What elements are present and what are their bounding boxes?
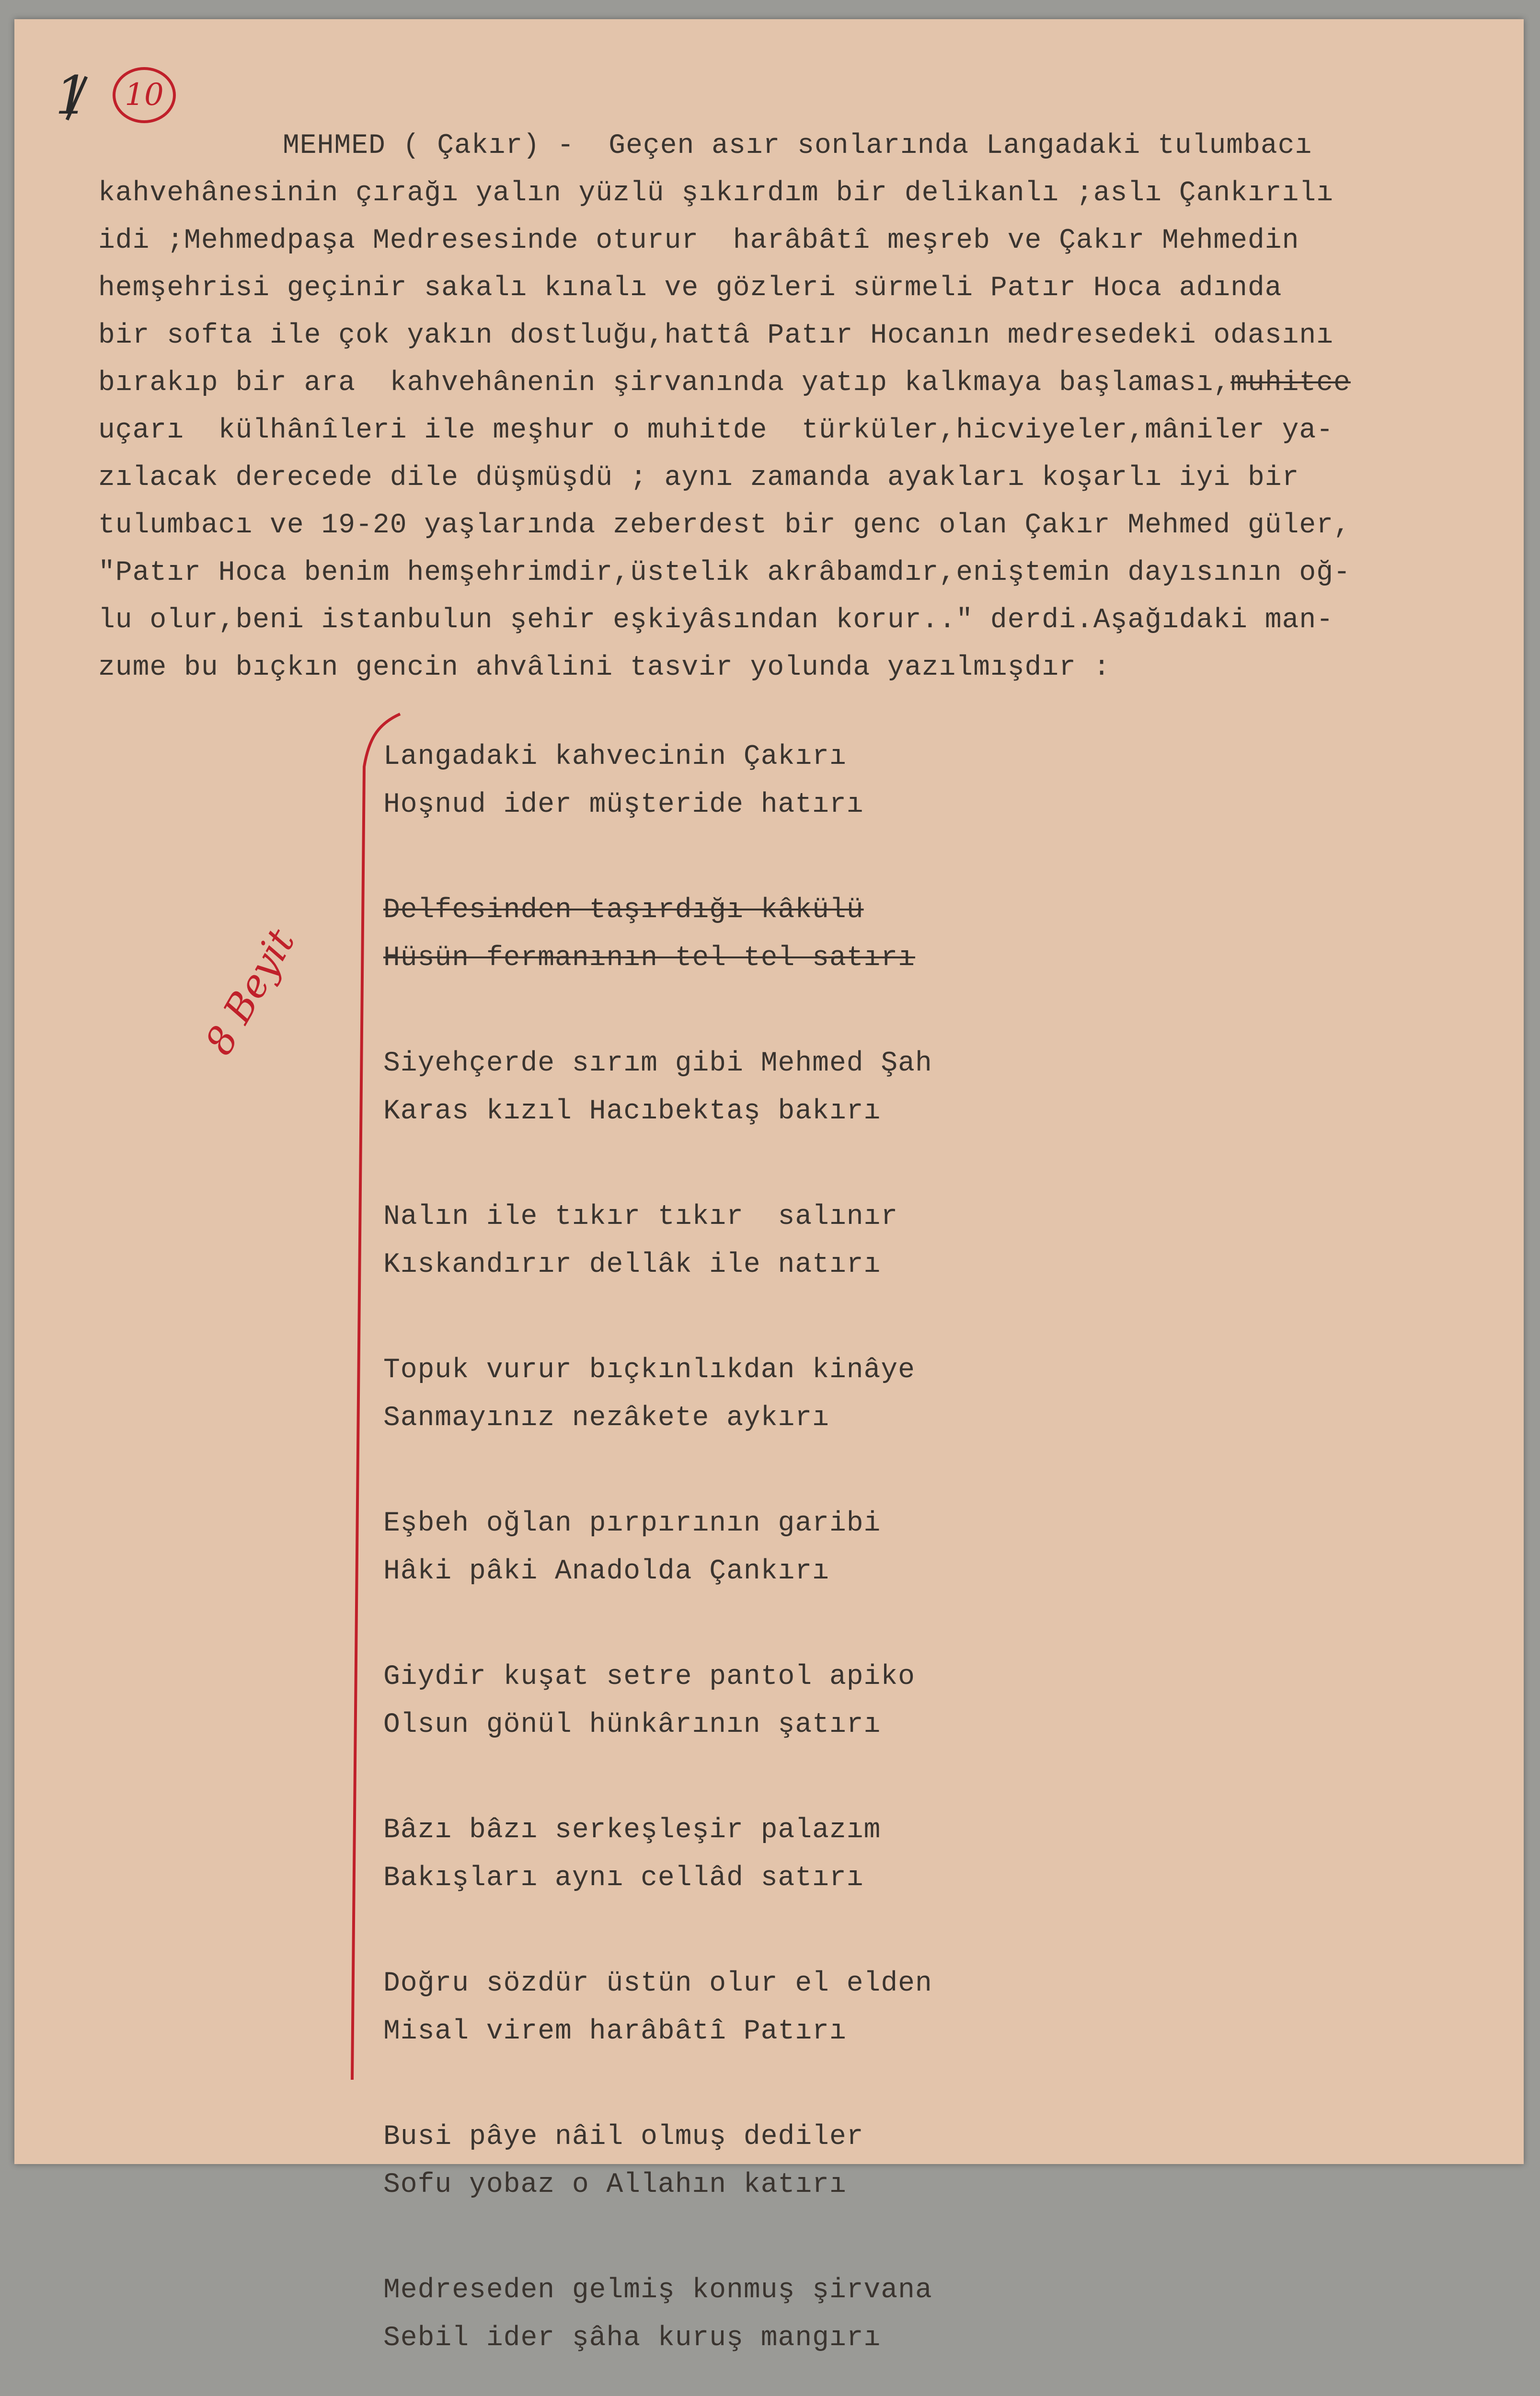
verse-line: Kıskandırır dellâk ile natırı <box>383 1249 881 1280</box>
verse-line: Topuk vurur bıçkınlıkdan kinâye <box>383 1355 915 1386</box>
struck-verse-line: Hüsün fermanının tel tel satırı <box>383 943 915 974</box>
intro-line: zılacak derecede dile düşmüşdü ; aynı zamanda ayakları koşarlı iyi bir <box>98 462 1299 494</box>
intro-line: "Patır Hoca benim hemşehrimdir,üstelik akrâbamdır,eniştemin dayısının oğ- <box>98 557 1351 588</box>
verse-line: Medreseden gelmiş konmuş şirvana <box>383 2275 932 2306</box>
intro-line: zume bu bıçkın gencin ahvâlini tasvir yolunda yazılmışdır : <box>98 652 1111 683</box>
verse-line: Giydir kuşat setre pantol apiko <box>383 1661 915 1693</box>
poem-stanza <box>383 2113 1198 2209</box>
intro-line-text: bırakıp bir ara kahvehânenin şirvanında yatıp kalkmaya başlaması, <box>98 368 1231 399</box>
intro-line: idi ;Mehmedpaşa Medresesinde oturur harâbâtî meşreb ve Çakır Mehmedin <box>98 225 1299 256</box>
verse-line: Hâki pâki Anadolda Çankırı <box>383 1556 829 1587</box>
verse-line: Busi pâye nâil olmuş dediler <box>383 2121 864 2153</box>
poem <box>383 733 1198 2396</box>
poem-stanza <box>383 1040 1198 1136</box>
intro-line: kahvehânesinin çırağı yalın yüzlü şıkırdım bir delikanlı ;aslı Çankırılı <box>98 178 1334 209</box>
poem-stanza <box>383 1653 1198 1749</box>
struck-word: muhitce <box>1230 368 1351 399</box>
verse-line: Olsun gönül hünkârının şatırı <box>383 1709 881 1740</box>
intro-line: uçarı külhânîleri ile meşhur o muhitde türküler,hicviyeler,mâniler ya- <box>98 415 1334 446</box>
verse-line: Nalın ile tıkır tıkır salınır <box>383 1201 898 1233</box>
document-page <box>14 19 1524 2354</box>
verse-line: Bakışları aynı cellâd satırı <box>383 1863 864 1894</box>
margin-note: 8 Beyit <box>196 921 304 1062</box>
poem-stanza <box>383 733 1198 829</box>
verse-line: Siyehçerde sırım gibi Mehmed Şah <box>383 1048 932 1079</box>
verse-line: Langadaki kahvecinin Çakırı <box>383 741 847 772</box>
intro-line: bir softa ile çok yakın dostluğu,hattâ Patır Hocanın medresedeki odasını <box>98 320 1334 351</box>
intro-paragraph <box>98 122 1488 691</box>
verse-line: Eşbeh oğlan pırpırının garibi <box>383 1508 881 1539</box>
poem-stanza-struck <box>383 887 1198 982</box>
verse-line: Karas kızıl Hacıbektaş bakırı <box>383 1096 881 1127</box>
verse-line: Sofu yobaz o Allahın katırı <box>383 2169 847 2200</box>
poem-stanza <box>383 1807 1198 1902</box>
intro-line: hemşehrisi geçinir sakalı kınalı ve gözleri sürmeli Patır Hoca adında <box>98 273 1282 304</box>
poem-stanza <box>383 1347 1198 1442</box>
poem-stanza <box>383 1193 1198 1289</box>
intro-line-with-strike <box>98 359 1488 407</box>
verse-line: Doğru sözdür üstün olur el elden <box>383 1968 932 1999</box>
intro-line: lu olur,beni istanbulun şehir eşkiyâsından korur.." derdi.Aşağıdaki man- <box>98 605 1334 636</box>
folio-number: 1 <box>55 65 89 126</box>
circled-page-number: 10 <box>113 67 176 123</box>
intro-line: MEHMED ( Çakır) - Geçen asır sonlarında Langadaki tulumbacı <box>283 130 1312 161</box>
verse-line: Misal virem harâbâtî Patırı <box>383 2016 847 2047</box>
poem-stanza <box>383 1960 1198 2056</box>
verse-line: Bâzı bâzı serkeşleşir palazım <box>383 1815 881 1846</box>
intro-line: tulumbacı ve 19-20 yaşlarında zeberdest bir genc olan Çakır Mehmed güler, <box>98 510 1351 541</box>
poem-stanza <box>383 2267 1198 2362</box>
struck-verse-line: Delfesinden taşırdığı kâkülü <box>383 895 864 926</box>
poem-stanza <box>383 1500 1198 1596</box>
verse-line: Hoşnud ider müşteride hatırı <box>383 789 864 820</box>
verse-line: Sanmayınız nezâkete aykırı <box>383 1403 829 1434</box>
verse-line: Sebil ider şâha kuruş mangırı <box>383 2323 881 2354</box>
